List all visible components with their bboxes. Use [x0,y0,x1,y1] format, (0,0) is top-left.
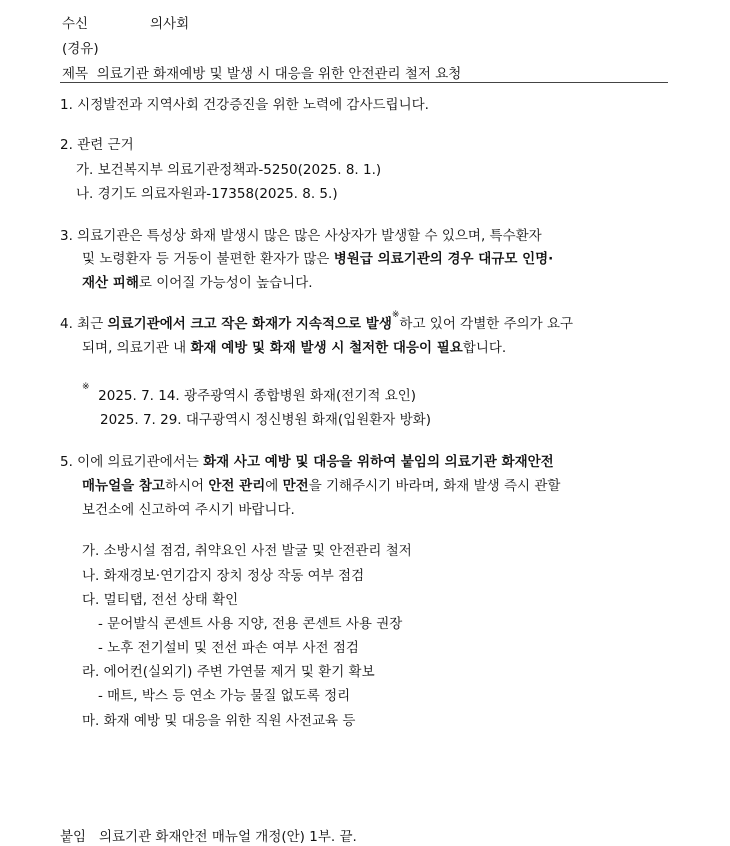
p5-text-2: 하시어 [164,478,209,494]
p3-emphasis: 병원급 의료기관의 경우 대규모 인명· [333,251,554,267]
p5-emphasis-4: 만전 [282,478,309,494]
recipient-label: 수신 [62,16,89,32]
p5-text-3: 에 [265,478,283,494]
paragraph-2-title: 2. 관련 근거 [60,137,134,153]
recipient-value: 의사회 [150,16,190,32]
attachment-row [60,825,357,845]
paragraph-4-line-2 [82,336,506,356]
header-divider [60,82,668,83]
list-subitem: - 매트, 박스 등 연소 가능 물질 없도록 정리 [98,688,351,704]
paragraph-4-line-1 [60,312,573,332]
p4-text-2: 하고 있어 각별한 주의가 요구 [399,316,574,332]
basis-item-b: 나. 경기도 의료자원과-17358(2025. 8. 5.) [76,186,338,202]
p4-text-4: 합니다. [462,340,507,356]
note-1: 2025. 7. 14. 광주광역시 종합병원 화재(전기적 요인) [98,388,417,404]
list-item: 다. 멀티탭, 전선 상태 확인 [82,592,239,608]
paragraph-3-line-1: 3. 의료기관은 특성상 화재 발생시 많은 많은 사상자가 발생할 수 있으며, 특수환자 [60,228,542,244]
p5-emphasis-2: 매뉴얼을 참고 [82,478,165,494]
recipient-row [62,12,189,32]
list-item: 나. 화재경보·연기감지 장치 정상 작동 여부 점검 [82,568,365,584]
p4-emphasis: 의료기관에서 크고 작은 화재가 지속적으로 발생 [107,316,392,332]
p4-emphasis-2: 화재 예방 및 화재 발생 시 철저한 대응이 필요 [190,340,463,356]
p4-text: 4. 최근 [60,316,108,332]
p3-text: 및 노령환자 등 거동이 불편한 환자가 많은 [82,251,334,267]
note-marker: ※ [391,310,400,320]
p5-emphasis-3: 안전 관리 [208,478,266,494]
note-line-1 [82,384,416,404]
list-item: 마. 화재 예방 및 대응을 위한 직원 사전교육 등 [82,713,356,729]
list-item: 가. 소방시설 점검, 취약요인 사전 발굴 및 안전관리 철저 [82,543,412,559]
attachment-value: 의료기관 화재안전 매뉴얼 개정(안) 1부. 끝. [98,829,357,845]
list-item: 라. 에어컨(실외기) 주변 가연물 제거 및 환기 확보 [82,664,375,680]
paragraph-3-line-2 [82,247,553,267]
p5-text: 5. 이에 의료기관에서는 [60,454,204,470]
note-line-2: 2025. 7. 29. 대구광역시 정신병원 화재(입원환자 방화) [100,412,431,428]
p5-emphasis: 화재 사고 예방 및 대응을 위하여 붙임의 의료기관 화재안전 [203,454,554,470]
via-label: (경유) [62,41,99,57]
attachment-label: 붙임 [60,829,87,845]
paragraph-5-line-2 [82,474,560,494]
subject-label: 제목 [62,66,89,82]
p3-text-2: 로 이어질 가능성이 높습니다. [138,275,313,291]
paragraph-5-line-1 [60,450,554,470]
list-subitem: - 문어발식 콘센트 사용 지양, 전용 콘센트 사용 권장 [98,616,403,632]
paragraph-3-line-3 [82,271,313,291]
basis-item-a: 가. 보건복지부 의료기관정책과-5250(2025. 8. 1.) [76,162,382,178]
p3-emphasis-2: 재산 피해 [82,275,139,291]
paragraph-5-line-3: 보건소에 신고하여 주시기 바랍니다. [82,502,295,518]
p5-text-4: 을 기해주시기 바라며, 화재 발생 즉시 관할 [308,478,561,494]
subject-value: 의료기관 화재예방 및 발생 시 대응을 위한 안전관리 철저 요청 [96,66,462,82]
list-subitem: - 노후 전기설비 및 전선 파손 여부 사전 점검 [98,640,359,656]
p4-text-3: 되며, 의료기관 내 [82,340,191,356]
subject-row [62,62,461,82]
note-mark: ※ [82,382,90,392]
paragraph-1: 1. 시정발전과 지역사회 건강증진을 위한 노력에 감사드립니다. [60,97,429,113]
